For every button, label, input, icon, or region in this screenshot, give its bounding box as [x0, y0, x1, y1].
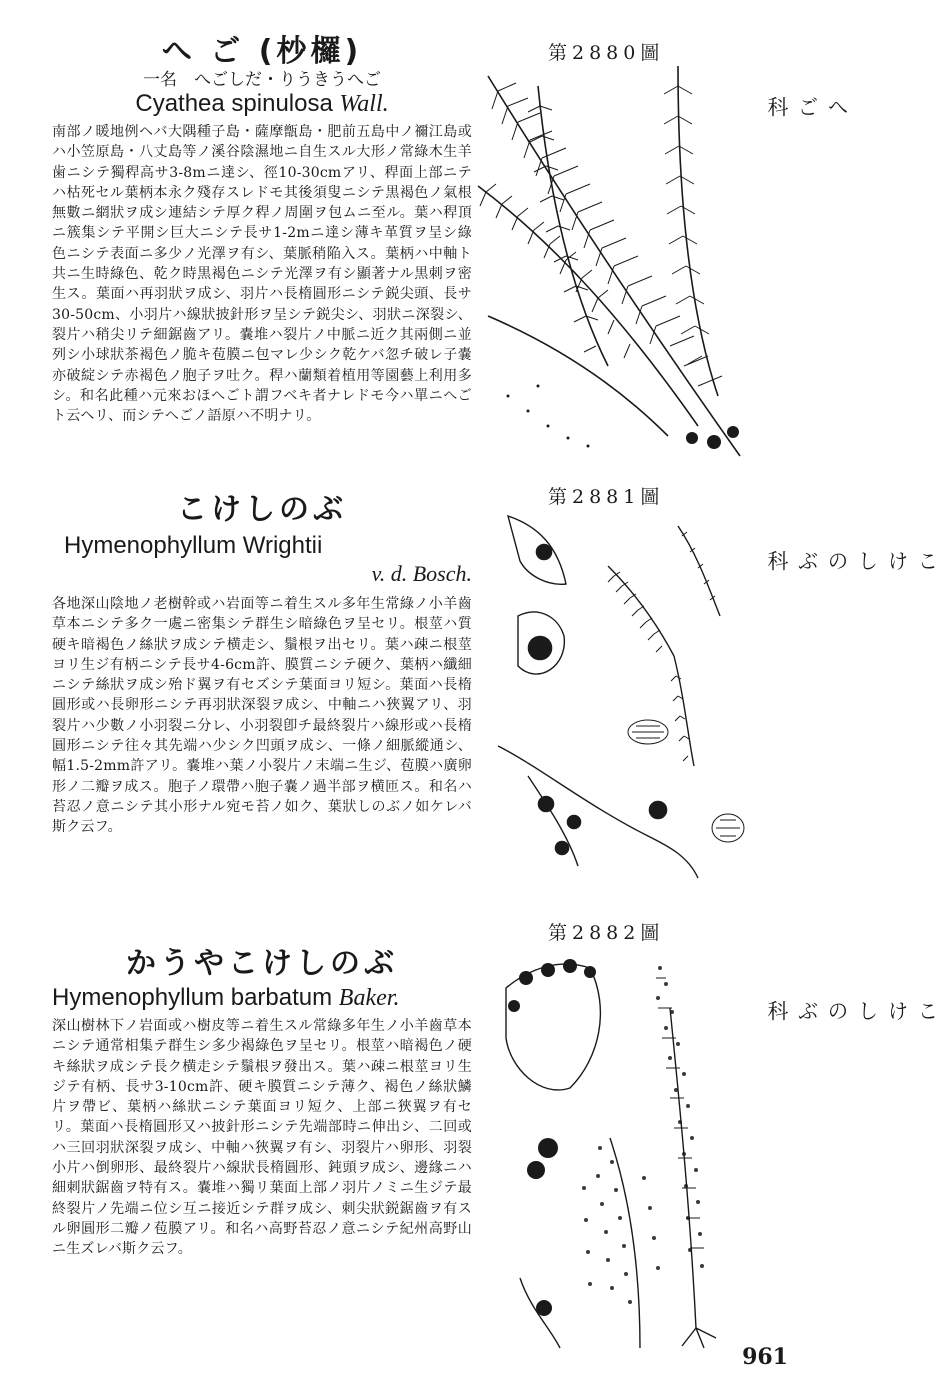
figure-label: 第2882圖 — [548, 922, 665, 944]
figure-label: 第2880圖 — [548, 42, 665, 64]
filmy-fern-illustration — [498, 506, 764, 896]
family-label: こけしのぶ科 — [765, 1000, 939, 1027]
entry-title: こけしのぶ — [177, 492, 347, 527]
genus-species: Cyathea spinulosa — [135, 90, 333, 117]
scientific-name-genus: Hymenophyllum Wrightii — [64, 532, 323, 559]
page-number: 961 — [742, 1344, 788, 1370]
entry-description: 深山樹林下ノ岩面或ハ樹皮等ニ着生スル常綠多年生ノ小羊齒草本ニシテ通常相集テ群生シ多少褐綠色ヲ呈セリ。根莖ハ暗褐色ノ硬キ絲狀ヲ成シテ長ク横走シテ鬚根ヲ發出ス。葉ハ疎ニ根莖ヨリ生ジテ有柄、長サ3-10cm許、硬キ膜質ニシテ薄ク、褐色ノ絲狀鱗片ヲ帶ビ、葉柄ハ絲狀ニシテ葉面ヨリ短ク、上部ニ狹翼ヲ有セリ。葉面ハ長楕圓形又ハ披針形ニシテ先端部時ニ伸出シ、二回或ハ三回羽狀深裂ヲ成シ、中軸ハ狹翼ヲ有シ、羽裂片ハ卵形、羽裂小片ハ倒卵形、最終裂片ハ線狀長楕圓形、鈍頭ヲ成シ、邊緣ニハ細刺狀鋸齒ヲ特有ス。嚢堆ハ獨リ葉面上部ノ羽片ノミニ生ジテ最終裂片ノ先端ニ位シ互ニ接近シテ群ヲ成シ、刺尖狀鋭鋸齒ヲ有スル卵圓形二瓣ノ苞膜アリ。和名ハ高野苔忍ノ意ニシテ紀州高野山ニ生ズレバ斯ク云フ。 — [52, 1018, 472, 1258]
scientific-name — [52, 90, 472, 118]
author: v. d. Bosch. — [371, 561, 472, 586]
figure-label: 第2881圖 — [548, 486, 665, 508]
tree-fern-frond-illustration — [478, 66, 748, 462]
entry-title: かうやこけしのぶ — [126, 946, 398, 981]
filmy-fern-illustration — [490, 948, 760, 1354]
genus-species: Hymenophyllum barbatum — [52, 984, 333, 1011]
entry-alias: 一名 へごしだ・りうきうへご — [143, 70, 381, 90]
family-label: こけしのぶ科 — [765, 550, 939, 577]
family-label: へご科 — [765, 96, 849, 123]
entry-description: 南部ノ暖地例ヘバ大隅種子島・薩摩甑島・肥前五島中ノ禰江島或ハ小笠原島・八丈島等ノ溪谷陰濕地ニ自生スル大形ノ常綠木生羊歯ニシテ獨稈高サ3-8mニ達シ、徑10-30cmアリ、稈面上部ニテハ枯死セル葉柄本永ク殘存スレドモ其後須叟ニシテ黒褐色ノ氣根無數ニ網狀ヲ成シ連結シテ厚ク稈ノ周圍ヲ包ムニ至ル。葉ハ稈頂ニ簇集シテ平開シ巨大ニシテ長サ1-2mニ達シ薄キ革質ヲ呈シ綠色ニシテ表面ニ多少ノ光澤ヲ有シ、葉脈稍陥入ス。葉柄ハ中軸ト共ニ生時綠色、乾ク時黒褐色ニシテ光澤ヲ有シ顯著ナル黒刺ヲ密生ス。葉面ハ再羽狀ヲ成シ、羽片ハ長楕圓形ニシテ鋭尖頭、長サ30-50cm、小羽片ハ線狀披針形ヲ呈シテ鋭尖シ、羽狀ニ深裂シ、裂片ハ稍尖リテ細鋸齒アリ。嚢堆ハ裂片ノ中脈ニ近ク其兩側ニ並列シ小球狀茶褐色ノ脆キ苞膜ニ包マレ少シク乾ケバ忽チ破レ子嚢亦破綻シテ赤褐色ノ胞子ヲ吐ク。稈ハ蘭類着植用等園藝上利用多シ。和名此種ハ元來おほへごト謂フベキ者ナレドモ今ハ單ニへごト云ヘリ、而シテへごノ語原ハ不明ナリ。 — [52, 124, 472, 425]
author: Baker. — [338, 985, 400, 1011]
author: Wall. — [339, 91, 389, 117]
entry-title: へ ご (杪欏) — [161, 34, 363, 69]
scientific-name — [52, 984, 472, 1012]
entry-description: 各地深山陰地ノ老樹幹或ハ岩面等ニ着生スル多年生常綠ノ小羊齒草本ニシテ多ク一處ニ密集シテ群生シ暗綠色ヲ呈セリ。根莖ハ質硬キ暗褐色ノ絲狀ヲ成シテ横走シ、鬚根ヲ出セリ。葉ハ疎ニ根莖ヨリ生ジ有柄ニシテ長サ4-6cm許、膜質ニシテ硬ク、葉柄ハ纖細ニシテ絲狀ヲ成シ殆ド翼ヲ有セズシテ葉面ヨリ短シ。葉面ハ長楕圓形或ハ長卵形ニシテ再羽狀深裂ヲ成シ、中軸ニハ狹翼アリ、羽裂片ハ少數ノ小羽裂ニ分レ、小羽裂卽チ最終裂片ハ線形或ハ長楕圓形ニシテ往々其先端ハ少シク凹頭ヲ成シ、一條ノ細脈縱通シ、幅1.5-2mm許アリ。嚢堆ハ葉ノ小裂片ノ末端ニ生ジ、苞膜ハ廣卵形ノ二瓣ヲ成ス。胞子ノ環帶ハ胞子嚢ノ過半部ヲ横匝ス。和名ハ苔忍ノ意ニシテ其小形ナル宛モ苔ノ如ク、葉狀しのぶノ如ケレバ斯ク云フ。 — [52, 596, 472, 836]
